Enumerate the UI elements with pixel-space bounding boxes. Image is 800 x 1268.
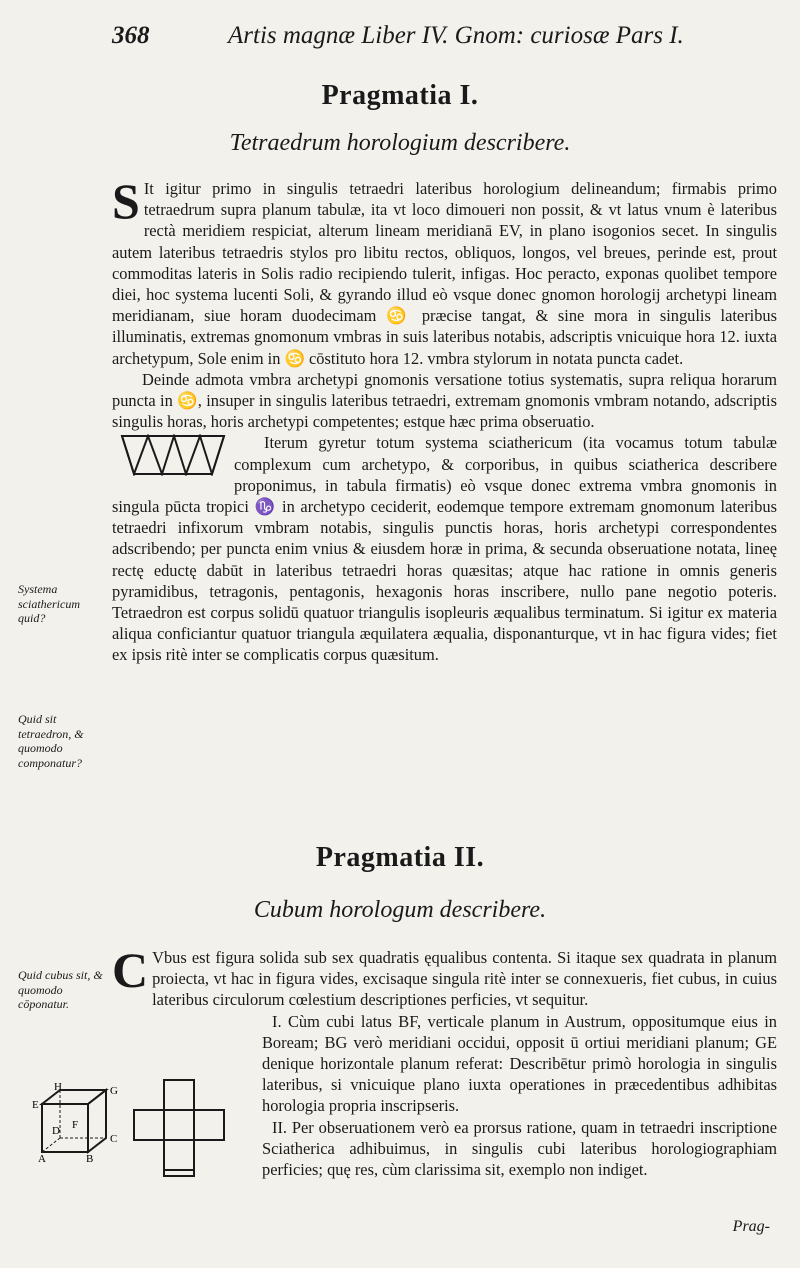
cube-label-b: B xyxy=(86,1153,94,1164)
cube-label-e: E xyxy=(32,1099,39,1111)
cube-label-h: H xyxy=(54,1082,62,1093)
section1-paragraph-1: S It igitur primo in singulis tetraedri lateribus horologium delineandum; firmabis primo tetraedrum supra planum tabulæ, ita vt loco dimoueri non possit, & vt latus vnum è lateribus rectà meridiem respiciat, alterum lineam meridianā EV, in plano isogonios secet. In singulis autem lateribus tetraedris stylos pro libitu rectos, obliquos, longos, vel breues, perinde est, prout commoditas lateris in Solis radio recipiendo tulerit, infigas. Hoc peracto, exponas quolibet tempore diei, hoc systema lucenti Soli, & gyrando illud eò vsque donec gnomon horologij archetypi lineam meridianam, siue horam duodecimam ♋ præcise tangat, & sine mora in singulis lateribus illuminatis, extremas gnomonum vmbras in suis lateribus notabis, adscriptis vnicuique hora 12. iuxta archetypum, Sole enim in ♋ cōstituto hora 12. vmbra stylorum in notata puncta cadet. xyxy=(112,173,777,368)
running-title: Artis magnæ Liber IV. Gnom: curiosæ Pars I. xyxy=(228,22,684,49)
margin-note-tetraedron: Quid sit tetraedron, & quomodo componatur? xyxy=(18,712,84,770)
section1-subtitle: Tetraedrum horologium describere. xyxy=(229,130,571,156)
section1-paragraph-2: Deinde admota vmbra archetypi gnomonis versatione totius systematis, supra reliqua horarum puncta in ♋, insuper in singulis lateribus tetraedri, extremam gnomonis vmbram notando, adscriptis singulis horas, horis archetypi competentes; estque hæc prima obseruatio. xyxy=(112,369,777,432)
dropcap-s: S xyxy=(112,173,140,229)
section1-title: Pragmatia I. xyxy=(321,80,479,111)
margin-note-cubus: Quid cubus sit, & quomodo cōponatur. xyxy=(18,968,103,1011)
margin-note-systema: Systema sciathericum quid? xyxy=(18,582,80,625)
cube-label-g: G xyxy=(110,1085,118,1097)
cube-net-figure xyxy=(130,1078,228,1178)
cube-label-d: D xyxy=(52,1125,60,1137)
section1-paragraph-3: Iterum gyretur totum systema sciathericum (ita vocamus totum tabulæ complexum cum archetypo, & corporibus, in quibus sciatherica describere proponimus, in tabula firmatis) eò vsque donec extrema vmbra gnomonis in singula pūcta tropici ♑ in archetypo ceciderit, eodemque tempore extremam gnomonum lateribus tetraedri infixorum vmbram notabis, singulis punctis horas, horis archetypi correspondentes adscribendo; per puncta enim vnius & eiusdem horæ in prima, & secunda obseruatione notata, lineę rectę eductę dabūt in lateribus tetraedri horas quæsitas; atque hac ratione in omnis generis pyramidibus, tetragonis, pentagonis, hexagonis horas inscribere, nullo pane negotio poteris. Tetraedron est corpus solidū quatuor triangulis isopleuris æqualibus terminatum. Si igitur ex materia aliqua conficiantur quatuor triangula æquilatera æqualia, disponanturque, vt in hac figura vides; fiet ex ipsis ritè inter se complicatis corpus quæsitum. xyxy=(112,433,777,665)
cube-label-f: F xyxy=(72,1119,79,1131)
section2-title: Pragmatia II. xyxy=(315,842,485,873)
section2-subtitle: Cubum horologum describere. xyxy=(253,897,547,923)
section2-paragraph-1: C Vbus est figura solida sub sex quadratis ęqualibus contenta. Si itaque sex quadrata in planum proiecta, vt hac in figura vides, excisaque singula ritè inter se connexueris, fiet cubus, in cuius lateribus circulorum cœlestium descriptiones perficies, vt sequitur. xyxy=(112,942,777,1010)
page-header xyxy=(0,22,800,52)
page-number: 368 xyxy=(112,22,150,49)
dropcap-c: C xyxy=(112,942,149,998)
cube-figure xyxy=(28,1082,124,1164)
cube-label-a: A xyxy=(38,1153,46,1164)
section2-paragraph-3: II. Per obseruationem verò ea prorsus ratione, quam in tetraedri inscriptione Sciatherica adhibuimus, in singulis cubi lateribus horologiographiam perficies; quę res, cùm clarissima sit, exemplo non indiget. xyxy=(262,1117,777,1180)
cube-label-c: C xyxy=(110,1133,118,1145)
section2-paragraph-2: I. Cùm cubi latus BF, verticale planum in Austrum, oppositumque eius in Boream; BG verò meridiani occidui, opposit ū ortiui meridiani planum; GE denique horizontale planum referat: Describētur primò horologia in singulis lateribus, si vnicuique plano iuxta operationes in præcedentibus adhibitas horologia propria inscripseris. xyxy=(262,1011,777,1116)
tetrahedron-net-figure xyxy=(120,434,226,476)
catchword: Prag- xyxy=(732,1218,770,1235)
section1-body xyxy=(112,173,777,666)
